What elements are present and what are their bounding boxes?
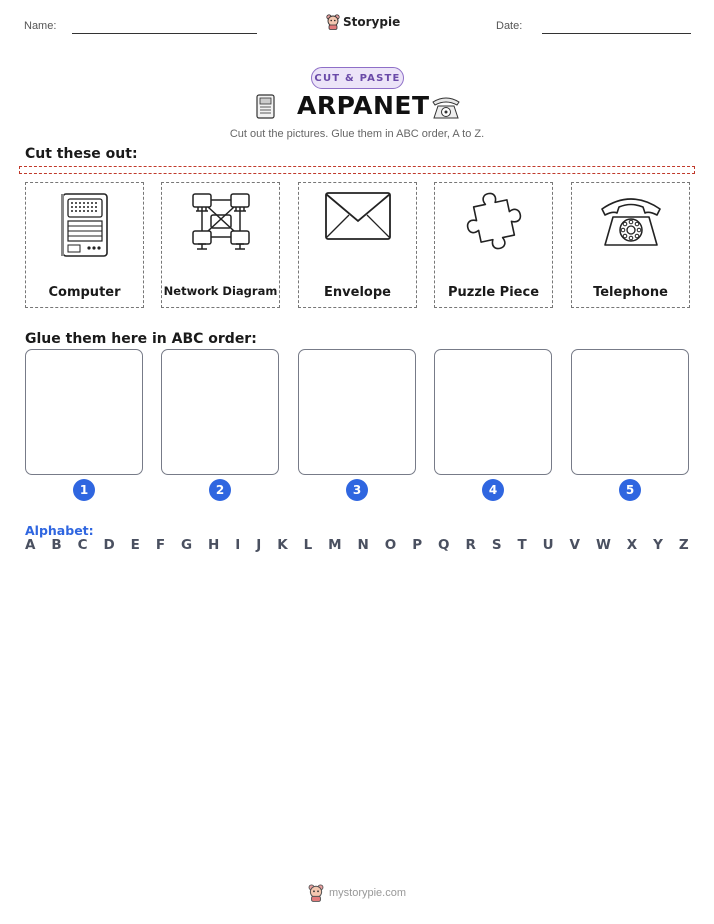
- cutout-card-computer[interactable]: [25, 182, 144, 308]
- glue-slot-3[interactable]: [298, 349, 416, 475]
- alphabet-letter: X: [626, 537, 638, 553]
- glue-slot-5[interactable]: [571, 349, 689, 475]
- alphabet-letter: L: [303, 537, 313, 553]
- glue-slot-1[interactable]: [25, 349, 143, 475]
- slot-number-badge: 2: [209, 479, 231, 501]
- alphabet-letter: M: [328, 537, 342, 553]
- alphabet-letter: V: [569, 537, 580, 553]
- cutout-card-envelope[interactable]: [298, 182, 417, 308]
- glue-slot-4[interactable]: [434, 349, 552, 475]
- date-label: Date:: [496, 20, 523, 32]
- glue-section-heading: Glue them here in ABC order:: [25, 331, 257, 347]
- alphabet-letter: U: [542, 537, 554, 553]
- cut-paste-badge: CUT & PASTE: [311, 67, 404, 89]
- cutout-card-network-diagram[interactable]: [161, 182, 280, 308]
- storypie-mascot-icon: [326, 14, 340, 30]
- slot-number-badge: 5: [619, 479, 641, 501]
- alphabet-letter: R: [465, 537, 476, 553]
- telephone-icon: [597, 191, 665, 249]
- name-label: Name:: [24, 20, 57, 32]
- alphabet-letter: E: [130, 537, 140, 553]
- alphabet-letter: Z: [678, 537, 689, 553]
- glue-slot-2[interactable]: [161, 349, 279, 475]
- alphabet-letter: G: [180, 537, 193, 553]
- alphabet-label: Alphabet:: [25, 523, 94, 538]
- alphabet-letter: A: [25, 537, 36, 553]
- name-line[interactable]: [72, 33, 257, 34]
- alphabet-letter: N: [357, 537, 369, 553]
- alphabet-letter: C: [77, 537, 88, 553]
- cutout-card-puzzle-piece[interactable]: [434, 182, 553, 308]
- computer-icon: [57, 191, 113, 259]
- cutout-card-telephone[interactable]: [571, 182, 690, 308]
- alphabet-letter: P: [412, 537, 423, 553]
- card-label: Puzzle Piece: [447, 285, 540, 300]
- alphabet-letter: B: [51, 537, 62, 553]
- card-label: Telephone: [593, 285, 668, 300]
- worksheet-title: ARPANET: [297, 91, 430, 120]
- envelope-icon: [324, 191, 392, 243]
- cut-section-heading: Cut these out:: [25, 146, 138, 162]
- title-telephone-icon: [430, 94, 462, 120]
- alphabet-letter: J: [256, 537, 262, 553]
- alphabet-letter: F: [155, 537, 166, 553]
- slot-number-badge: 3: [346, 479, 368, 501]
- alphabet-row: [25, 537, 689, 553]
- alphabet-letter: T: [517, 537, 527, 553]
- alphabet-letter: S: [491, 537, 502, 553]
- cut-line-bottom: [19, 173, 695, 174]
- footer-site-link[interactable]: mystorypie.com: [329, 887, 407, 899]
- alphabet-letter: I: [235, 537, 241, 553]
- title-computer-icon: [255, 93, 277, 121]
- alphabet-letter: W: [595, 537, 611, 553]
- card-label: Network Diagram: [163, 284, 278, 298]
- slot-number-badge: 4: [482, 479, 504, 501]
- alphabet-letter: Q: [438, 537, 450, 553]
- slot-number-badge: 1: [73, 479, 95, 501]
- alphabet-letter: Y: [653, 537, 663, 553]
- alphabet-letter: O: [384, 537, 397, 553]
- alphabet-letter: H: [208, 537, 220, 553]
- brand-logo: [326, 14, 400, 30]
- footer: [308, 884, 406, 902]
- alphabet-letter: K: [277, 537, 288, 553]
- card-label: Envelope: [324, 285, 391, 300]
- storypie-mascot-icon: [308, 884, 324, 902]
- network-diagram-icon: [190, 191, 252, 255]
- instructions-text: Cut out the pictures. Glue them in ABC order, A to Z.: [229, 128, 485, 140]
- alphabet-letter: D: [103, 537, 115, 553]
- brand-name: Storypie: [343, 15, 401, 29]
- puzzle-piece-icon: [463, 191, 525, 257]
- card-label: Computer: [48, 285, 121, 300]
- date-line[interactable]: [542, 33, 691, 34]
